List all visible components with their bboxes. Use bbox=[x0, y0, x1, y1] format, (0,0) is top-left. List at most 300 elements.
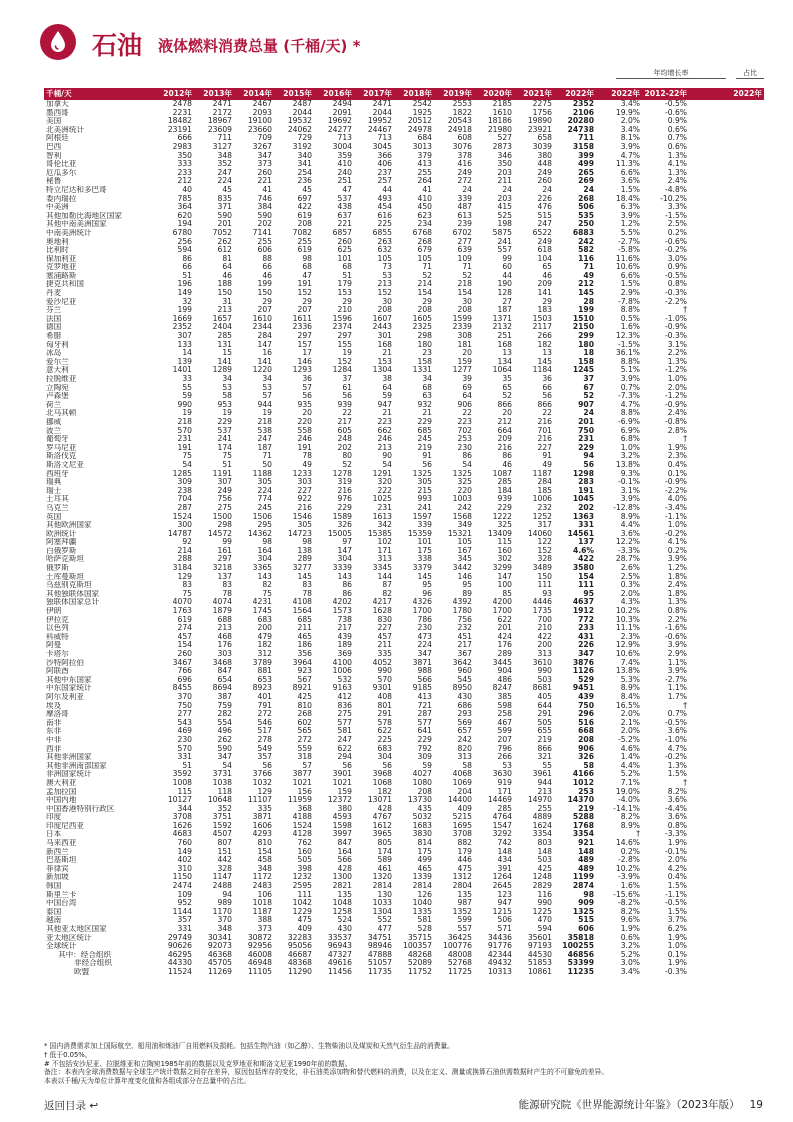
table-cell: 8.4% bbox=[620, 692, 640, 701]
row-label: 欧洲统计 bbox=[46, 529, 77, 538]
table-row bbox=[44, 590, 764, 599]
table-cell: 3379 bbox=[412, 564, 432, 573]
table-cell: 87 bbox=[382, 581, 392, 590]
table-cell: 594 bbox=[537, 925, 552, 933]
table-cell: 554 bbox=[217, 718, 232, 727]
table-cell: 1199 bbox=[572, 873, 594, 882]
table-cell: 268 bbox=[417, 237, 432, 246]
table-cell: 1.2% bbox=[667, 564, 687, 573]
table-cell: 146 bbox=[297, 357, 312, 366]
table-cell: 1080 bbox=[412, 778, 432, 787]
table-cell: 348 bbox=[217, 151, 232, 160]
table-cell: 350 bbox=[177, 151, 192, 160]
table-cell: 3184 bbox=[172, 564, 192, 573]
table-cell: 4.6% bbox=[572, 546, 594, 555]
table-cell: 866 bbox=[537, 400, 552, 409]
row-label: 波兰 bbox=[46, 426, 62, 435]
row-label: 澳大利亚 bbox=[46, 778, 77, 787]
footnotes bbox=[44, 1042, 764, 1086]
table-cell: 3.7% bbox=[667, 916, 687, 925]
table-cell: 6.3% bbox=[620, 203, 640, 212]
table-cell: 81 bbox=[222, 254, 232, 263]
table-cell: 1252 bbox=[532, 512, 552, 521]
table-cell: 3.1% bbox=[620, 486, 640, 495]
table-cell: 180 bbox=[417, 340, 432, 349]
table-cell: 220 bbox=[457, 486, 472, 495]
table-cell: 683 bbox=[257, 615, 272, 624]
table-cell: 260 bbox=[537, 177, 552, 186]
table-cell: 1233 bbox=[292, 469, 312, 478]
table-cell: 953 bbox=[217, 400, 232, 409]
column-header: 2020年 bbox=[474, 88, 514, 100]
table-cell: 346 bbox=[497, 151, 512, 160]
table-cell: 6.8% bbox=[620, 435, 640, 444]
table-cell: 990 bbox=[537, 899, 552, 908]
table-cell: 939 bbox=[497, 495, 512, 504]
table-cell: 746 bbox=[257, 194, 272, 203]
table-cell: 6.6% bbox=[620, 168, 640, 177]
table-cell: 3345 bbox=[372, 564, 392, 573]
table-cell: 2132 bbox=[492, 323, 512, 332]
table-cell: 219 bbox=[578, 804, 594, 813]
table-cell: 602 bbox=[297, 718, 312, 727]
table-cell: 8.9% bbox=[620, 684, 640, 693]
table-cell: 772 bbox=[578, 615, 594, 624]
table-cell: 1042 bbox=[292, 899, 312, 908]
table-cell: 52 bbox=[502, 392, 512, 401]
table-cell: 618 bbox=[537, 246, 552, 255]
table-cell: 835 bbox=[217, 194, 232, 203]
table-cell: 14060 bbox=[527, 529, 552, 538]
row-label: 北马其顿 bbox=[46, 409, 77, 418]
table-cell: 0.6% bbox=[667, 125, 687, 134]
table-cell: 312 bbox=[257, 650, 272, 658]
table-cell: 599 bbox=[497, 727, 512, 736]
table-row bbox=[44, 848, 764, 857]
table-cell: 98 bbox=[302, 254, 312, 263]
table-cell: 36.1% bbox=[615, 349, 640, 358]
table-cell: 1596 bbox=[332, 314, 352, 323]
table-cell: 340 bbox=[297, 151, 312, 160]
row-label: 其他非洲南部国家 bbox=[46, 761, 107, 770]
table-cell: 265 bbox=[578, 168, 594, 177]
table-cell: 130 bbox=[377, 890, 392, 899]
table-cell: 4217 bbox=[372, 598, 392, 607]
table-cell: 1.3% bbox=[667, 168, 687, 177]
table-cell: 0.8% bbox=[667, 280, 687, 289]
table-cell: 3766 bbox=[252, 770, 272, 779]
row-label: 匈牙利 bbox=[46, 340, 69, 349]
table-cell: 425 bbox=[297, 692, 312, 701]
table-row bbox=[44, 358, 764, 367]
table-cell: 1018 bbox=[252, 899, 272, 908]
table-cell: 10.2% bbox=[615, 607, 640, 616]
table-cell: 58 bbox=[462, 761, 472, 770]
table-row bbox=[44, 444, 764, 453]
table-cell: 212 bbox=[578, 280, 594, 289]
table-cell: 3299 bbox=[492, 564, 512, 573]
table-row bbox=[44, 280, 764, 289]
row-label: 墨西哥 bbox=[46, 108, 69, 117]
table-cell: 0.8% bbox=[667, 821, 687, 830]
table-cell: 146 bbox=[457, 572, 472, 581]
table-cell: 413 bbox=[417, 692, 432, 701]
table-cell: 11235 bbox=[567, 967, 594, 976]
table-cell: 461 bbox=[377, 864, 392, 873]
table-cell: 300 bbox=[177, 521, 192, 530]
table-cell: 577 bbox=[417, 718, 432, 727]
table-row bbox=[44, 873, 764, 882]
table-cell: 11.6% bbox=[615, 254, 640, 263]
row-label: 克罗地亚 bbox=[46, 263, 77, 272]
table-cell: 242 bbox=[578, 237, 594, 246]
table-cell: 8247 bbox=[492, 684, 512, 693]
table-cell: 598 bbox=[497, 701, 512, 710]
table-cell: 9.6% bbox=[620, 916, 640, 925]
table-cell: 1.3% bbox=[667, 598, 687, 607]
table-cell: 4.7% bbox=[667, 744, 687, 753]
table-cell: 247 bbox=[337, 735, 352, 744]
table-cell: 138 bbox=[297, 546, 312, 555]
table-cell: 145 bbox=[537, 357, 552, 366]
back-to-contents-link[interactable]: 返回目录 ↩ bbox=[44, 1100, 99, 1112]
table-cell: 1.0% bbox=[667, 521, 687, 530]
row-label: 巴西 bbox=[46, 142, 62, 151]
table-cell: 467 bbox=[497, 718, 512, 727]
table-cell: 217 bbox=[457, 641, 472, 650]
table-cell: 149 bbox=[177, 289, 192, 298]
table-cell: 260 bbox=[257, 168, 272, 177]
table-cell: 231 bbox=[578, 435, 594, 444]
table-cell: 230 bbox=[417, 624, 432, 633]
table-cell: 1033 bbox=[372, 899, 392, 908]
table-cell: 1298 bbox=[572, 469, 594, 478]
table-cell: 3751 bbox=[212, 813, 232, 822]
table-cell: 2044 bbox=[292, 108, 312, 117]
table-cell: 457 bbox=[377, 632, 392, 641]
table-cell: 283 bbox=[578, 478, 594, 487]
table-cell: 2595 bbox=[292, 882, 312, 891]
table-cell: 284 bbox=[537, 478, 552, 487]
table-cell: 4326 bbox=[412, 598, 432, 607]
table-cell: 129 bbox=[177, 572, 192, 581]
table-cell: 0.8% bbox=[667, 607, 687, 616]
table-cell: 2093 bbox=[252, 108, 272, 117]
table-cell: 7141 bbox=[252, 228, 272, 237]
column-header: 2022年 bbox=[600, 88, 642, 100]
table-cell: 1524 bbox=[172, 512, 192, 521]
table-cell: 220 bbox=[297, 417, 312, 426]
table-cell: 297 bbox=[337, 332, 352, 341]
table-cell: 0.6% bbox=[667, 142, 687, 151]
table-cell: 51853 bbox=[527, 959, 552, 968]
table-cell: 774 bbox=[257, 495, 272, 504]
table-cell: 0.7% bbox=[667, 710, 687, 719]
table-cell: 9451 bbox=[572, 684, 594, 693]
table-cell: -0.1% bbox=[617, 478, 640, 487]
table-cell: 3610 bbox=[532, 658, 552, 667]
table-cell: 4231 bbox=[252, 598, 272, 607]
table-cell: 82 bbox=[262, 581, 272, 590]
table-cell: 73 bbox=[382, 263, 392, 272]
table-cell: 529 bbox=[578, 675, 594, 684]
table-cell: 59 bbox=[422, 761, 432, 770]
table-cell: 111 bbox=[578, 581, 594, 590]
table-cell: 150 bbox=[537, 572, 552, 581]
row-label: 北美洲统计 bbox=[46, 125, 84, 134]
table-cell: 1277 bbox=[452, 366, 472, 375]
table-cell: -14.1% bbox=[613, 804, 640, 813]
column-header: 千桶/天 bbox=[44, 88, 154, 100]
table-cell: 313 bbox=[377, 555, 392, 564]
table-cell: 4.0% bbox=[667, 495, 687, 504]
table-cell: 2150 bbox=[572, 323, 594, 332]
table-cell: 56 bbox=[542, 392, 552, 401]
row-label: 其他亚太地区国家 bbox=[46, 925, 107, 933]
table-cell: 487 bbox=[457, 203, 472, 212]
table-cell: 439 bbox=[337, 632, 352, 641]
row-label: 阿尔及利亚 bbox=[46, 692, 84, 701]
table-cell: 229 bbox=[417, 417, 432, 426]
table-cell: 1611 bbox=[292, 314, 312, 323]
row-label: 菲律宾 bbox=[46, 864, 69, 873]
table-cell: 51 bbox=[342, 271, 352, 280]
table-cell: 1339 bbox=[412, 873, 432, 882]
table-cell: 47 bbox=[342, 185, 352, 194]
table-cell: 46008 bbox=[247, 950, 272, 959]
table-cell: 1006 bbox=[332, 667, 352, 676]
table-cell: 3192 bbox=[292, 142, 312, 151]
table-cell: 241 bbox=[217, 435, 232, 444]
table-cell: -0.5% bbox=[664, 718, 687, 727]
table-cell: 0.9% bbox=[667, 263, 687, 272]
table-cell: 201 bbox=[578, 417, 594, 426]
table-cell: 2275 bbox=[532, 100, 552, 108]
table-cell: 19 bbox=[262, 409, 272, 418]
table-cell: 350 bbox=[497, 160, 512, 169]
table-cell: 34 bbox=[422, 375, 432, 383]
table-row bbox=[44, 323, 764, 332]
table-cell: 100357 bbox=[403, 942, 432, 951]
table-cell: 1610 bbox=[252, 314, 272, 323]
table-cell: 3642 bbox=[452, 658, 472, 667]
row-label: 中国内地 bbox=[46, 796, 77, 805]
table-cell: 413 bbox=[417, 160, 432, 169]
table-cell: 435 bbox=[417, 804, 432, 813]
table-cell: -4.4% bbox=[664, 804, 687, 813]
row-label: 哥伦比亚 bbox=[46, 160, 77, 169]
table-cell: 820 bbox=[457, 744, 472, 753]
table-cell: 46 bbox=[262, 271, 272, 280]
table-cell: 258 bbox=[497, 710, 512, 719]
table-cell: 342 bbox=[377, 521, 392, 530]
table-cell: -0.3% bbox=[664, 332, 687, 341]
table-cell: -3.3% bbox=[664, 830, 687, 839]
table-cell: 44 bbox=[502, 271, 512, 280]
table-cell: 47327 bbox=[327, 950, 352, 959]
table-cell: 24 bbox=[583, 185, 594, 194]
table-cell: 10.2% bbox=[615, 864, 640, 873]
page-number: 19 bbox=[749, 1099, 763, 1111]
row-label: 冰岛 bbox=[46, 349, 62, 358]
table-cell: 960 bbox=[457, 667, 472, 676]
table-cell: 622 bbox=[377, 727, 392, 736]
column-header: 2013年 bbox=[194, 88, 234, 100]
table-cell: 13.8% bbox=[615, 460, 640, 469]
table-row bbox=[44, 538, 764, 547]
page-header bbox=[40, 24, 760, 64]
table-cell: 207 bbox=[497, 735, 512, 744]
table-cell: 33 bbox=[182, 375, 192, 383]
column-header: 2016年 bbox=[314, 88, 354, 100]
table-cell: 313 bbox=[537, 650, 552, 658]
row-label: 瑞典 bbox=[46, 478, 62, 487]
table-cell: 589 bbox=[377, 856, 392, 865]
table-cell: 1669 bbox=[172, 314, 192, 323]
table-cell: 5.2% bbox=[620, 770, 640, 779]
table-cell: 233 bbox=[578, 624, 594, 633]
table-cell: 3292 bbox=[492, 830, 512, 839]
table-cell: 1.7% bbox=[667, 692, 687, 701]
table-cell: 1700 bbox=[492, 607, 512, 616]
table-cell: 304 bbox=[337, 555, 352, 564]
page-subtitle: 液体燃料消费总量 (千桶/天) * bbox=[158, 37, 361, 55]
table-cell: 36 bbox=[542, 375, 552, 383]
table-cell: 217 bbox=[337, 624, 352, 633]
table-cell: 465 bbox=[297, 632, 312, 641]
table-cell: -1.0% bbox=[664, 314, 687, 323]
table-cell: 63 bbox=[422, 392, 432, 401]
table-cell: 1232 bbox=[292, 873, 312, 882]
table-cell: 83 bbox=[302, 581, 312, 590]
table-cell: 10648 bbox=[207, 796, 232, 805]
table-cell: 123 bbox=[497, 890, 512, 899]
table-cell: 116 bbox=[578, 254, 594, 263]
table-cell: 2.1% bbox=[620, 718, 640, 727]
table-row bbox=[44, 401, 764, 410]
table-cell: 64 bbox=[222, 263, 232, 272]
table-row bbox=[44, 710, 764, 719]
table-cell: 147 bbox=[257, 340, 272, 349]
table-cell: 796 bbox=[497, 744, 512, 753]
table-cell: 3277 bbox=[292, 564, 312, 573]
table-cell: 486 bbox=[497, 675, 512, 684]
table-cell: 46368 bbox=[207, 950, 232, 959]
table-cell: 212 bbox=[497, 417, 512, 426]
table-cell: 95 bbox=[583, 589, 594, 598]
table-cell: 702 bbox=[457, 426, 472, 435]
table-cell: 274 bbox=[177, 624, 192, 633]
row-label: 孟加拉国 bbox=[46, 787, 77, 796]
table-cell: 27 bbox=[502, 297, 512, 306]
table-cell: 207 bbox=[297, 306, 312, 315]
table-cell: -12.8% bbox=[613, 503, 640, 512]
table-cell: 160 bbox=[297, 847, 312, 856]
row-label: 厄瓜多尔 bbox=[46, 168, 77, 177]
table-cell: 566 bbox=[417, 675, 432, 684]
table-cell: 535 bbox=[578, 211, 594, 220]
table-cell: 3.9% bbox=[667, 641, 687, 650]
table-cell: 380 bbox=[337, 804, 352, 813]
table-cell: 299 bbox=[578, 332, 594, 341]
table-cell: 3.6% bbox=[667, 796, 687, 805]
table-cell: 14561 bbox=[567, 529, 594, 538]
table-cell: 335 bbox=[377, 650, 392, 658]
table-cell: 54 bbox=[222, 761, 232, 770]
table-cell: 3592 bbox=[172, 770, 192, 779]
table-cell: † bbox=[636, 830, 640, 839]
table-cell: 282 bbox=[217, 710, 232, 719]
table-cell: 4027 bbox=[412, 770, 432, 779]
table-cell: 738 bbox=[337, 615, 352, 624]
table-cell: 53 bbox=[502, 761, 512, 770]
table-cell: 152 bbox=[297, 289, 312, 298]
table-cell: 1003 bbox=[452, 495, 472, 504]
table-cell: 1021 bbox=[332, 778, 352, 787]
column-header: 2012年 bbox=[154, 88, 194, 100]
table-cell: 1607 bbox=[372, 314, 392, 323]
table-cell: 2.0% bbox=[620, 589, 640, 598]
table-cell: 245 bbox=[417, 435, 432, 444]
table-cell: 46 bbox=[222, 271, 232, 280]
table-cell: 0.6% bbox=[620, 933, 640, 942]
table-cell: 446 bbox=[457, 856, 472, 865]
table-cell: 516 bbox=[578, 718, 594, 727]
table-cell: 21980 bbox=[487, 125, 512, 134]
table-cell: 18967 bbox=[207, 117, 232, 126]
table-cell: 221 bbox=[257, 177, 272, 186]
table-cell: 0.5% bbox=[620, 314, 640, 323]
table-row bbox=[44, 856, 764, 865]
table-cell: 489 bbox=[578, 856, 594, 865]
table-cell: 200 bbox=[537, 641, 552, 650]
table-row bbox=[44, 951, 764, 960]
table-cell: 581 bbox=[417, 916, 432, 925]
table-cell: 52 bbox=[342, 460, 352, 469]
table-cell: 218 bbox=[257, 417, 272, 426]
table-cell: 399 bbox=[578, 151, 594, 160]
table-row bbox=[44, 745, 764, 754]
table-cell: -1.0% bbox=[664, 735, 687, 744]
table-row bbox=[44, 392, 764, 401]
column-header: 2014年 bbox=[234, 88, 274, 100]
table-cell: 53 bbox=[382, 271, 392, 280]
table-cell: 17 bbox=[302, 349, 312, 358]
table-cell: 1.3% bbox=[667, 357, 687, 366]
table-cell: 38 bbox=[382, 375, 392, 383]
table-cell: 208 bbox=[578, 735, 594, 744]
footnote: 本表以千桶/天为单位计算年度变化值和各组成部分在总量中的占比。 bbox=[44, 1077, 251, 1086]
table-cell: 546 bbox=[257, 718, 272, 727]
table-cell: 86 bbox=[182, 254, 192, 263]
row-label: 芬兰 bbox=[46, 306, 62, 315]
column-header: 2022年 bbox=[692, 88, 764, 100]
table-row bbox=[44, 126, 764, 135]
table-cell: 0.2% bbox=[667, 546, 687, 555]
row-label: 科威特 bbox=[46, 632, 69, 641]
table-cell: 30872 bbox=[247, 933, 272, 942]
table-cell: 1320 bbox=[372, 873, 392, 882]
table-cell: 14787 bbox=[167, 529, 192, 538]
table-cell: 153 bbox=[377, 357, 392, 366]
table-cell: 231 bbox=[377, 503, 392, 512]
table-cell: 1524 bbox=[292, 821, 312, 830]
table-cell: 8.8% bbox=[620, 409, 640, 418]
table-cell: 3.4% bbox=[620, 967, 640, 976]
table-cell: -3.3% bbox=[617, 546, 640, 555]
table-row bbox=[44, 891, 764, 900]
table-cell: 256 bbox=[177, 237, 192, 246]
